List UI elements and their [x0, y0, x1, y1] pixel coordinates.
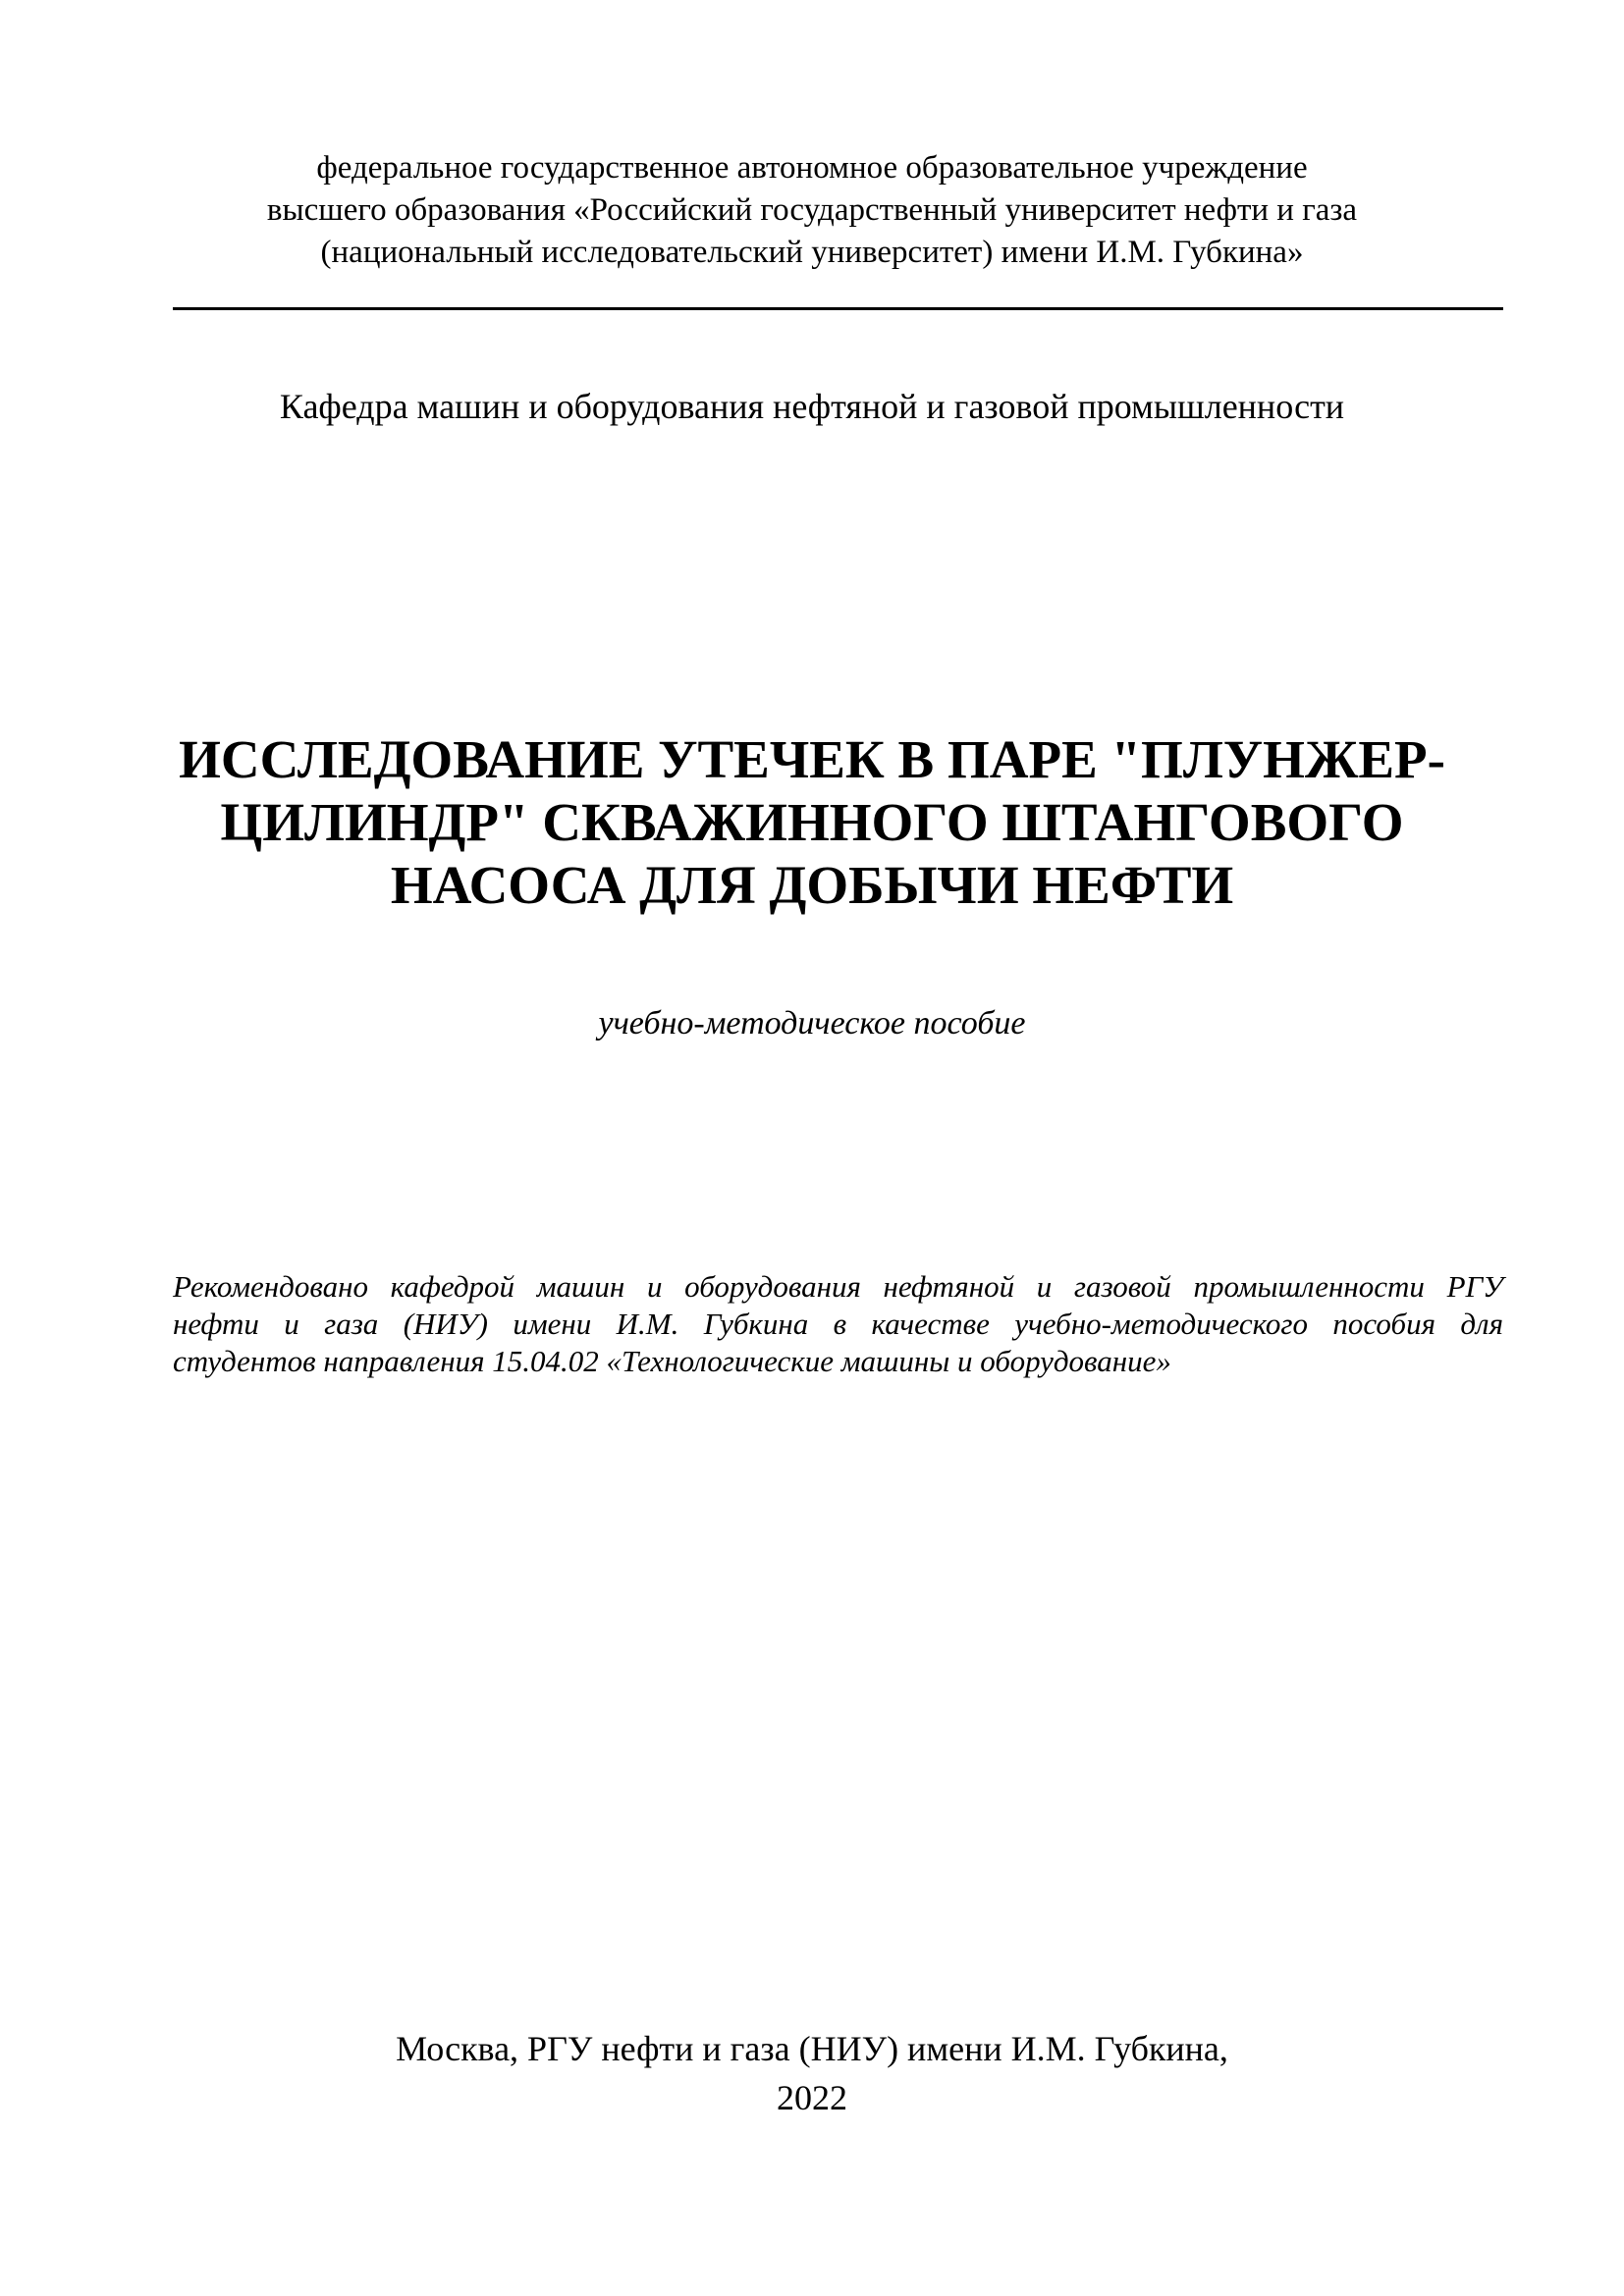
- document-title-line-1: ИССЛЕДОВАНИЕ УТЕЧЕК В ПАРЕ "ПЛУНЖЕР-: [179, 729, 1445, 789]
- institution-header: [147, 147, 1477, 274]
- document-title-line-3: НАСОСА ДЛЯ ДОБЫЧИ НЕФТИ: [390, 855, 1234, 915]
- document-type: учебно-методическое пособие: [598, 1005, 1026, 1041]
- publication-year: 2022: [777, 2078, 847, 2117]
- department-name: Кафедра машин и оборудования нефтяной и газовой промышленности: [279, 387, 1345, 426]
- publication-place: Москва, РГУ нефти и газа (НИУ) имени И.М. Губкина,: [396, 2029, 1228, 2068]
- recommendation-line-3: студентов направления 15.04.02 «Технологические машины и оборудование»: [173, 1344, 1171, 1378]
- recommendation-line-1: Рекомендовано кафедрой машин и оборудования нефтяной и газовой промышленности РГУ: [173, 1269, 1503, 1304]
- document-title-line-2: ЦИЛИНДР" СКВАЖИННОГО ШТАНГОВОГО: [220, 792, 1404, 852]
- institution-header-line-2: высшего образования «Российский государственный университет нефти и газа: [266, 192, 1358, 228]
- header-divider: [173, 307, 1503, 310]
- document-title: [147, 728, 1477, 917]
- institution-header-line-3: (национальный исследовательский университет) имени И.М. Губкина»: [320, 235, 1304, 270]
- recommendation-note: [173, 1268, 1503, 1380]
- publication-info: [147, 2024, 1477, 2122]
- recommendation-line-2: нефти и газа (НИУ) имени И.М. Губкина в качестве учебно-методического пособия для: [173, 1307, 1503, 1341]
- institution-header-line-1: федеральное государственное автономное образовательное учреждение: [316, 150, 1308, 186]
